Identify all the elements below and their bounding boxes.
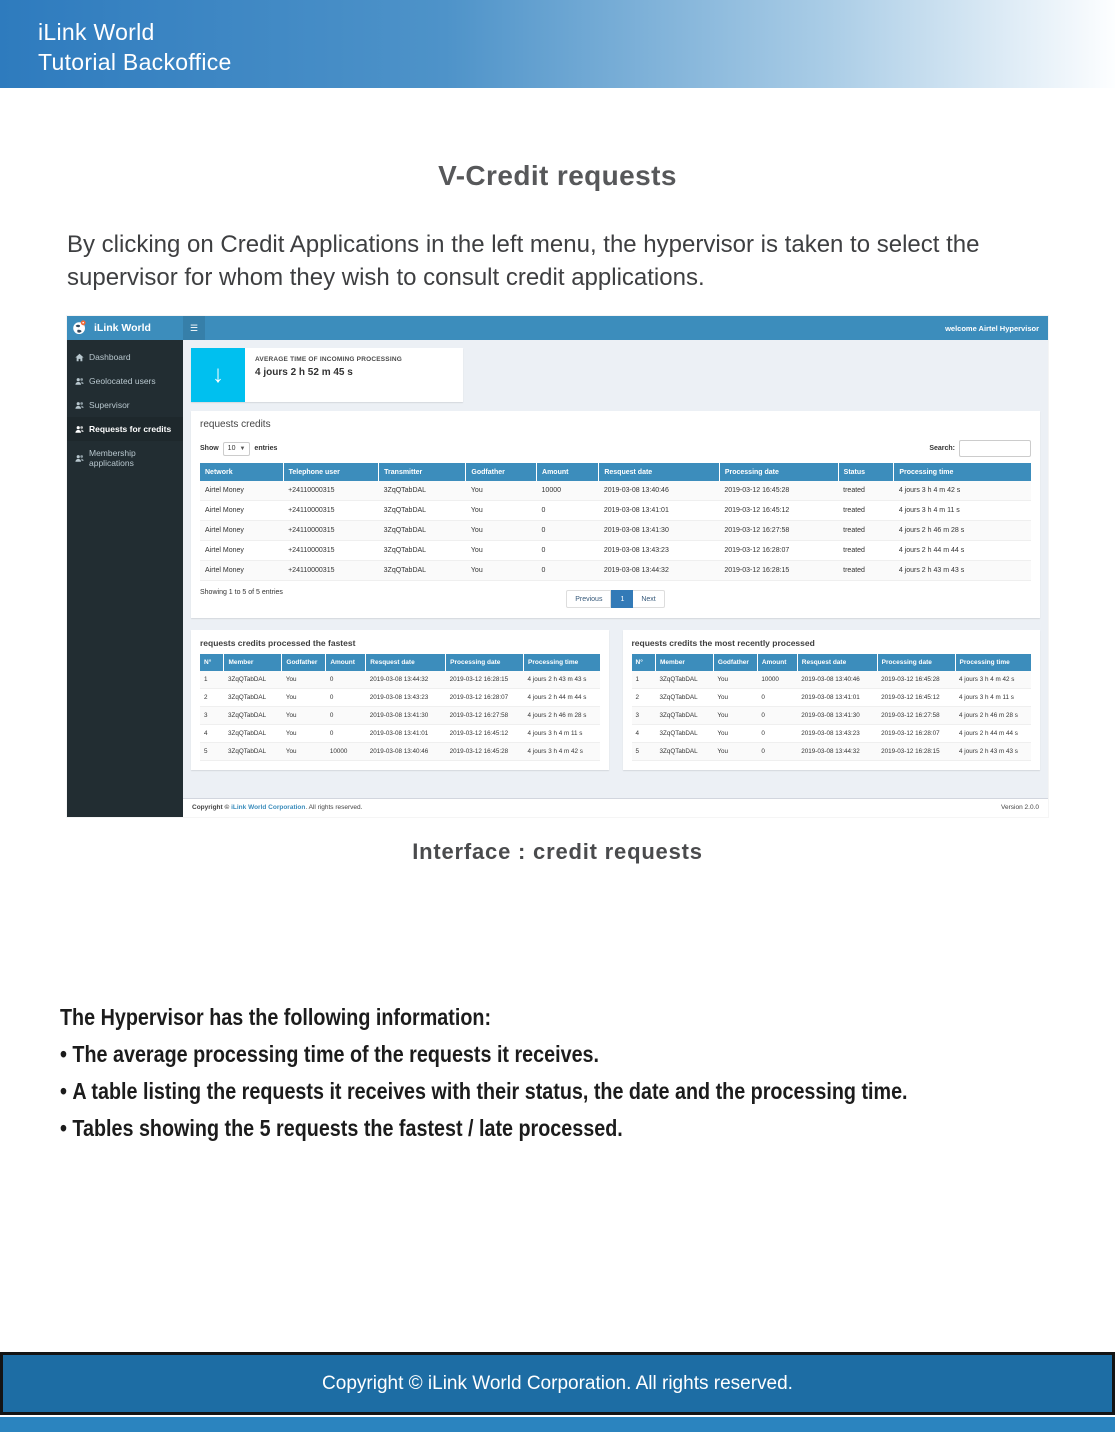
cell: You [713,707,757,725]
table-row [632,725,1032,743]
column-header[interactable]: Network [200,463,283,481]
column-header[interactable]: Processing date [719,463,838,481]
column-header[interactable]: Processing date [446,654,524,671]
cell: 1 [200,671,224,689]
home-icon [75,353,84,362]
cell: You [282,671,326,689]
cell: 4 jours 2 h 43 m 43 s [955,743,1031,761]
cell: 0 [537,541,599,561]
cell: 4 [632,725,656,743]
sidebar-item-label: Membership applications [89,448,136,468]
cell: 2019-03-08 13:41:01 [797,689,877,707]
info-block [60,999,1115,1147]
cell: 2019-03-08 13:41:30 [599,521,719,541]
cell: You [282,743,326,761]
cell: 2019-03-08 13:41:30 [366,707,446,725]
cell: 1 [632,671,656,689]
page-length-select[interactable] [223,442,251,456]
cell: 4 jours 3 h 4 m 42 s [894,481,1031,501]
cell: 4 jours 3 h 4 m 11 s [524,725,600,743]
cell: You [713,725,757,743]
cell: +24110000315 [283,521,379,541]
cell: 2019-03-12 16:45:28 [877,671,955,689]
cell: treated [838,521,894,541]
cell: 2019-03-08 13:44:32 [599,561,719,581]
table-row [200,671,600,689]
table-row [632,671,1032,689]
cell: Airtel Money [200,481,283,501]
cell: 3ZqQTabDAL [379,501,466,521]
column-header[interactable]: Amount [537,463,599,481]
column-header[interactable]: Godfather [466,463,537,481]
app-content [183,340,1048,798]
users-icon [75,454,84,463]
table-row [632,707,1032,725]
cell: +24110000315 [283,501,379,521]
chevron-down-icon: ▼ [239,445,246,452]
fastest-processed-table [200,654,600,761]
table-row [200,689,600,707]
cell: 2019-03-12 16:28:07 [446,689,524,707]
cell: 2019-03-12 16:45:12 [446,725,524,743]
cell: 3ZqQTabDAL [224,689,282,707]
column-header[interactable]: Member [655,654,713,671]
cell: 2019-03-12 16:45:28 [719,481,838,501]
sidebar-item-label: Geolocated users [89,376,156,386]
cell: 2019-03-08 13:44:32 [366,671,446,689]
cell: 2019-03-12 16:45:12 [719,501,838,521]
cell: You [713,671,757,689]
cell: 3ZqQTabDAL [655,671,713,689]
cell: 10000 [326,743,366,761]
cell: 5 [200,743,224,761]
header-line-1: iLink World [38,19,155,45]
column-header[interactable]: Resquest date [599,463,719,481]
cell: 4 [200,725,224,743]
fastest-processed-panel [191,630,609,770]
recently-processed-table [632,654,1032,761]
cell: 3ZqQTabDAL [224,743,282,761]
cell: 2019-03-08 13:44:32 [797,743,877,761]
cell: 2019-03-12 16:28:15 [446,671,524,689]
app-copyright-suffix: . All rights reserved. [305,804,363,811]
column-header[interactable]: Status [838,463,894,481]
cell: You [466,501,537,521]
widget-label: AVERAGE TIME OF INCOMING PROCESSING [255,356,403,363]
app-version-label: Version 2.0.0 [1001,804,1039,811]
corporation-link[interactable]: iLink World Corporation [231,804,306,811]
cell: 4 jours 2 h 46 m 28 s [524,707,600,725]
cell: 3 [200,707,224,725]
cell: 2019-03-12 16:28:15 [719,561,838,581]
cell: 2019-03-08 13:43:23 [366,689,446,707]
cell: 2 [632,689,656,707]
cell: 2019-03-08 13:43:23 [599,541,719,561]
cell: 3ZqQTabDAL [655,707,713,725]
sidebar-item-dashboard[interactable] [67,345,183,369]
cell: 0 [326,689,366,707]
app-brand: iLink World [94,322,151,334]
cell: treated [838,501,894,521]
cell: 2019-03-12 16:28:15 [877,743,955,761]
column-header[interactable]: Resquest date [366,654,446,671]
down-arrow-icon: ↓ [191,348,245,402]
screenshot-caption: Interface : credit requests [412,839,703,864]
column-header[interactable]: Resquest date [797,654,877,671]
document-footer [0,1352,1115,1415]
cell: 4 jours 2 h 44 m 44 s [894,541,1031,561]
sidebar-item-label: Dashboard [89,352,131,362]
cell: You [713,743,757,761]
cell: 0 [757,707,797,725]
cell: 0 [757,725,797,743]
panel-title: requests credits the most recently processed [631,638,815,648]
cell: 4 jours 3 h 4 m 42 s [524,743,600,761]
table-row [200,481,1031,501]
page-title: V-Credit requests [438,160,677,191]
cell: +24110000315 [283,561,379,581]
sidebar-item-geolocated-users[interactable] [67,369,183,393]
cell: 4 jours 3 h 4 m 11 s [955,689,1031,707]
document-header [0,0,1115,88]
app-logo[interactable] [67,316,183,340]
column-header[interactable]: N° [632,654,656,671]
cell: 2019-03-12 16:28:07 [719,541,838,561]
table-row [200,743,600,761]
cell: 0 [326,671,366,689]
cell: You [466,561,537,581]
cell: 2019-03-08 13:40:46 [797,671,877,689]
cell: 4 jours 2 h 43 m 43 s [524,671,600,689]
cell: 3ZqQTabDAL [379,481,466,501]
cell: 2019-03-12 16:27:58 [719,521,838,541]
footer-copyright-text: Copyright © iLink World Corporation. All rights reserved. [322,1372,793,1394]
column-header[interactable]: Amount [757,654,797,671]
table-row [200,521,1031,541]
cell: 3ZqQTabDAL [224,707,282,725]
intro-paragraph: By clicking on Credit Applications in the left menu, the hypervisor is taken to select the supervisor for whom they wish to consult credit applications. [67,231,980,291]
globe-pin-logo-icon [72,320,88,336]
cell: 4 jours 3 h 4 m 42 s [955,671,1031,689]
app-navbar [67,316,1048,340]
info-heading: The Hypervisor has the following information: [60,1004,492,1030]
recently-processed-panel [623,630,1041,770]
cell: 3ZqQTabDAL [655,725,713,743]
column-header[interactable]: Godfather [282,654,326,671]
column-header[interactable]: Processing time [894,463,1031,481]
column-header[interactable]: Amount [326,654,366,671]
column-header[interactable]: Processing time [955,654,1031,671]
app-sidebar [67,340,183,817]
previous-page-button[interactable]: Previous [566,590,611,608]
page-length-value: 10 [227,445,236,452]
app-copyright-prefix: Copyright © [192,804,232,811]
welcome-user-label[interactable]: welcome Airtel Hypervisor [945,323,1039,333]
app-screenshot [67,316,1048,817]
footer-bottom-strip [0,1417,1115,1432]
cell: 0 [326,707,366,725]
cell: 4 jours 3 h 4 m 11 s [894,501,1031,521]
cell: You [466,481,537,501]
cell: Airtel Money [200,561,283,581]
menu-toggle-button[interactable] [183,316,205,340]
cell: 2019-03-08 13:40:46 [366,743,446,761]
show-label: Show [200,445,219,452]
sidebar-item-supervisor[interactable] [67,393,183,417]
cell: 0 [757,743,797,761]
cell: 3 [632,707,656,725]
cell: 3ZqQTabDAL [224,725,282,743]
table-row [632,689,1032,707]
table-row [200,501,1031,521]
cell: You [282,707,326,725]
search-label: Search: [929,445,955,452]
cell: treated [838,561,894,581]
cell: +24110000315 [283,541,379,561]
cell: You [282,689,326,707]
cell: 10000 [757,671,797,689]
cell: 4 jours 2 h 44 m 44 s [524,689,600,707]
cell: treated [838,541,894,561]
sidebar-item-membership-applications[interactable] [67,441,183,475]
next-page-button[interactable]: Next [633,590,664,608]
info-bullet-1: • The average processing time of the requests it receives. [60,1036,946,1073]
cell: 2019-03-12 16:28:07 [877,725,955,743]
cell: 2019-03-08 13:40:46 [599,481,719,501]
panel-title: requests credits [200,419,271,430]
cell: 2019-03-12 16:27:58 [877,707,955,725]
cell: 2019-03-12 16:45:28 [446,743,524,761]
pagination [566,590,665,608]
cell: 0 [537,501,599,521]
cell: treated [838,481,894,501]
cell: 4 jours 2 h 44 m 44 s [955,725,1031,743]
info-bullet-3: • Tables showing the 5 requests the fastest / late processed. [60,1110,946,1147]
cell: 2019-03-08 13:43:23 [797,725,877,743]
column-header[interactable]: Processing time [524,654,600,671]
info-bullet-2: • A table listing the requests it receives with their status, the date and the processing time. [60,1073,946,1110]
cell: 4 jours 2 h 46 m 28 s [894,521,1031,541]
cell: You [713,689,757,707]
users-icon [75,425,84,434]
cell: Airtel Money [200,501,283,521]
sidebar-item-label: Supervisor [89,400,130,410]
cell: 3ZqQTabDAL [379,541,466,561]
column-header[interactable]: Processing date [877,654,955,671]
table-row [200,725,600,743]
requests-credits-table [200,463,1031,581]
users-icon [75,401,84,410]
table-row [632,743,1032,761]
cell: You [466,521,537,541]
column-header[interactable]: Member [224,654,282,671]
cell: 2019-03-08 13:41:30 [797,707,877,725]
cell: Airtel Money [200,521,283,541]
header-line-2: Tutorial Backoffice [38,49,232,75]
column-header[interactable]: Transmitter [379,463,466,481]
cell: 5 [632,743,656,761]
panel-title: requests credits processed the fastest [200,638,356,648]
table-row [200,541,1031,561]
showing-entries-label: Showing 1 to 5 of 5 entries [200,589,283,596]
table-row [200,707,600,725]
search-input[interactable] [959,440,1031,457]
table-row [200,561,1031,581]
cell: 2019-03-12 16:27:58 [446,707,524,725]
column-header[interactable]: N° [200,654,224,671]
sidebar-item-label: Requests for credits [89,424,172,434]
cell: 3ZqQTabDAL [379,521,466,541]
cell: 2019-03-12 16:45:12 [877,689,955,707]
cell: 3ZqQTabDAL [224,671,282,689]
column-header[interactable]: Telephone user [283,463,379,481]
cell: 4 jours 2 h 43 m 43 s [894,561,1031,581]
cell: 3ZqQTabDAL [655,689,713,707]
cell: 0 [537,561,599,581]
widget-value: 4 jours 2 h 52 m 45 s [255,367,353,378]
requests-credits-panel [191,411,1040,618]
users-icon [75,377,84,386]
cell: 0 [537,521,599,541]
cell: You [282,725,326,743]
cell: 2019-03-08 13:41:01 [599,501,719,521]
cell: 0 [757,689,797,707]
app-footer [183,798,1048,817]
cell: 3ZqQTabDAL [379,561,466,581]
average-time-widget [191,348,463,402]
hamburger-icon: ☰ [189,322,199,333]
cell: 3ZqQTabDAL [655,743,713,761]
cell: 2019-03-08 13:41:01 [366,725,446,743]
cell: 0 [326,725,366,743]
cell: Airtel Money [200,541,283,561]
column-header[interactable]: Godfather [713,654,757,671]
cell: 4 jours 2 h 46 m 28 s [955,707,1031,725]
cell: 10000 [537,481,599,501]
cell: 2 [200,689,224,707]
cell: You [466,541,537,561]
page-1-button[interactable]: 1 [611,590,633,608]
entries-label: entries [254,445,278,452]
sidebar-item-requests-for-credits[interactable] [67,417,183,441]
cell: +24110000315 [283,481,379,501]
